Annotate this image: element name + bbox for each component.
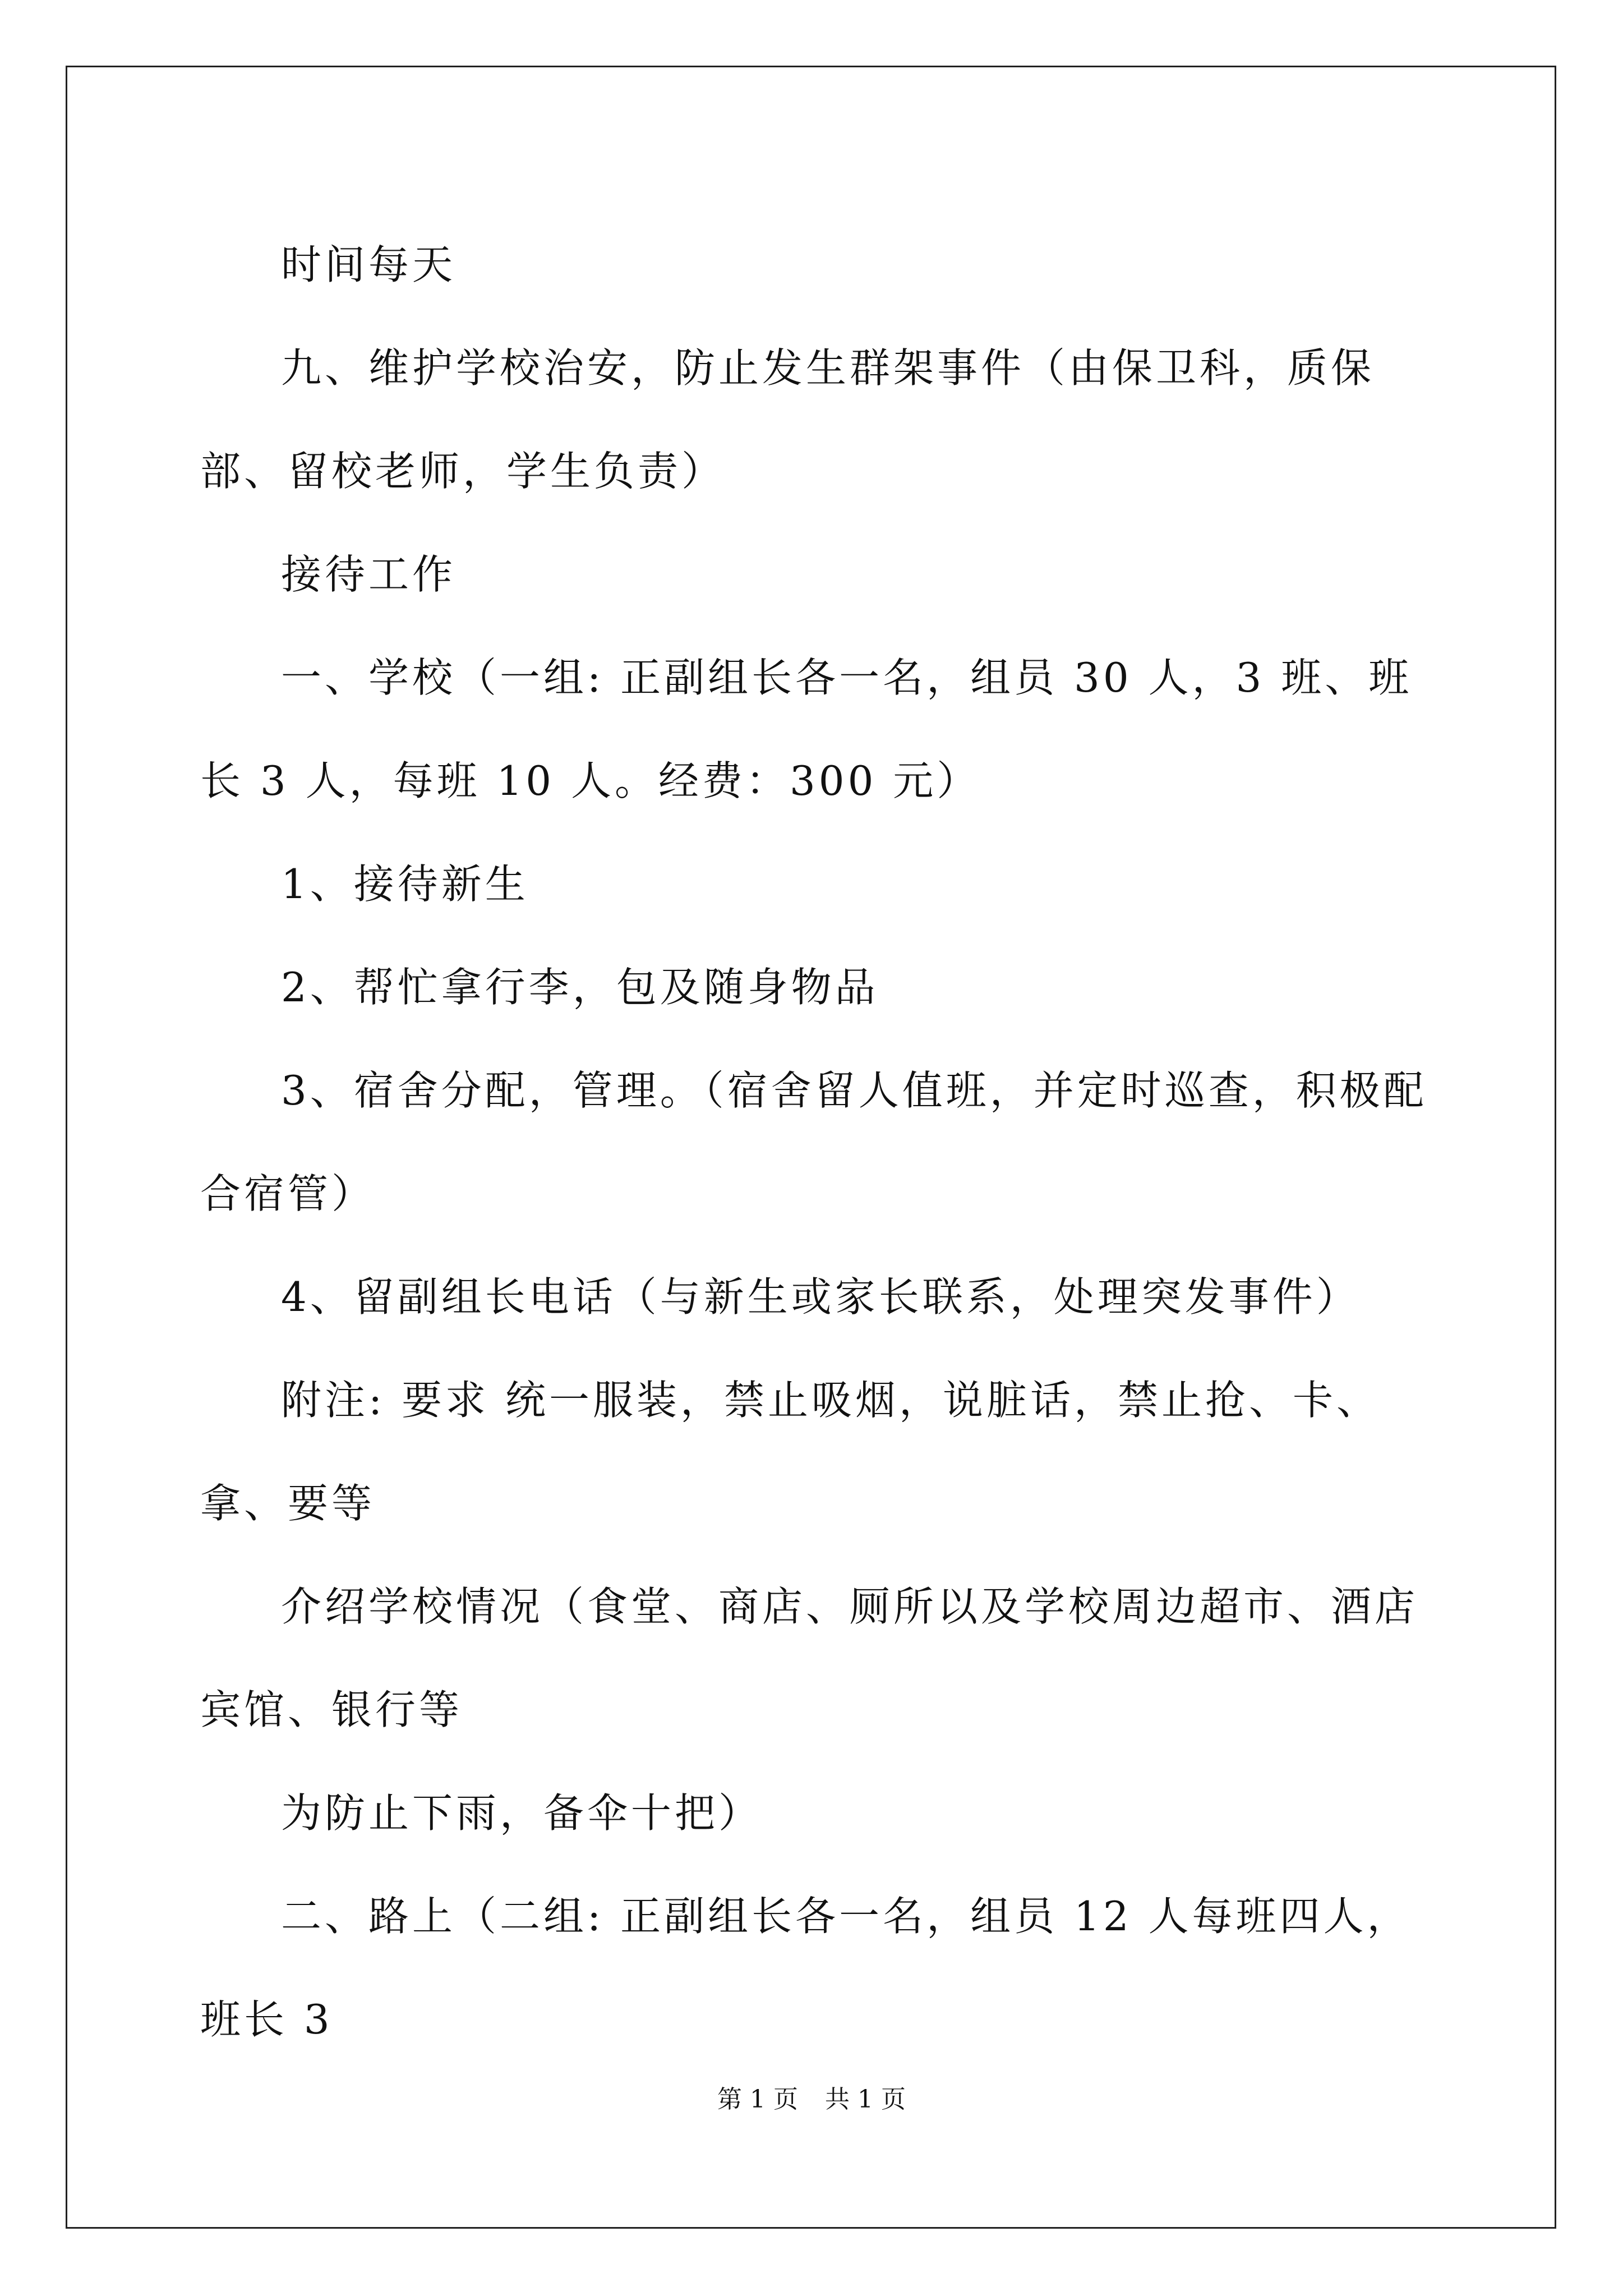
page-number: 第 1 页 bbox=[717, 2085, 798, 2114]
document-body bbox=[200, 213, 1428, 2071]
paragraph: 附注: 要求 统一服装，禁止吸烟，说脏话，禁止抢、卡、拿、要等 bbox=[200, 1377, 1381, 1527]
paragraph: 为防止下雨，备伞十把） bbox=[281, 1789, 763, 1837]
page-footer bbox=[0, 2083, 1623, 2116]
paragraph: 介绍学校情况（食堂、商店、厕所以及学校周边超市、酒店宾馆、银行等 bbox=[200, 1583, 1419, 1733]
page-count: 共 1 页 bbox=[825, 2085, 906, 2114]
paragraph: 九、维护学校治安，防止发生群架事件（由保卫科，质保部、留校老师，学生负责） bbox=[200, 344, 1375, 495]
paragraph: 2、帮忙拿行李，包及随身物品 bbox=[281, 964, 879, 1011]
paragraph: 时间每天 bbox=[281, 241, 457, 288]
paragraph: 4、留副组长电话（与新生或家长联系，处理突发事件） bbox=[281, 1273, 1360, 1320]
paragraph: 1、接待新生 bbox=[281, 861, 529, 908]
paragraph: 一、学校（一组: 正副组长各一名，组员 30 人，3 班、班长 3 人，每班 10 人。经费：300 元） bbox=[200, 654, 1413, 804]
paragraph: 3、宿舍分配，管理。（宿舍留人值班，并定时巡查，积极配合宿管） bbox=[200, 1067, 1427, 1217]
paragraph: 接待工作 bbox=[281, 551, 457, 598]
paragraph: 二、路上（二组: 正副组长各一名，组员 12 人每班四人，班长 3 bbox=[200, 1893, 1411, 2043]
